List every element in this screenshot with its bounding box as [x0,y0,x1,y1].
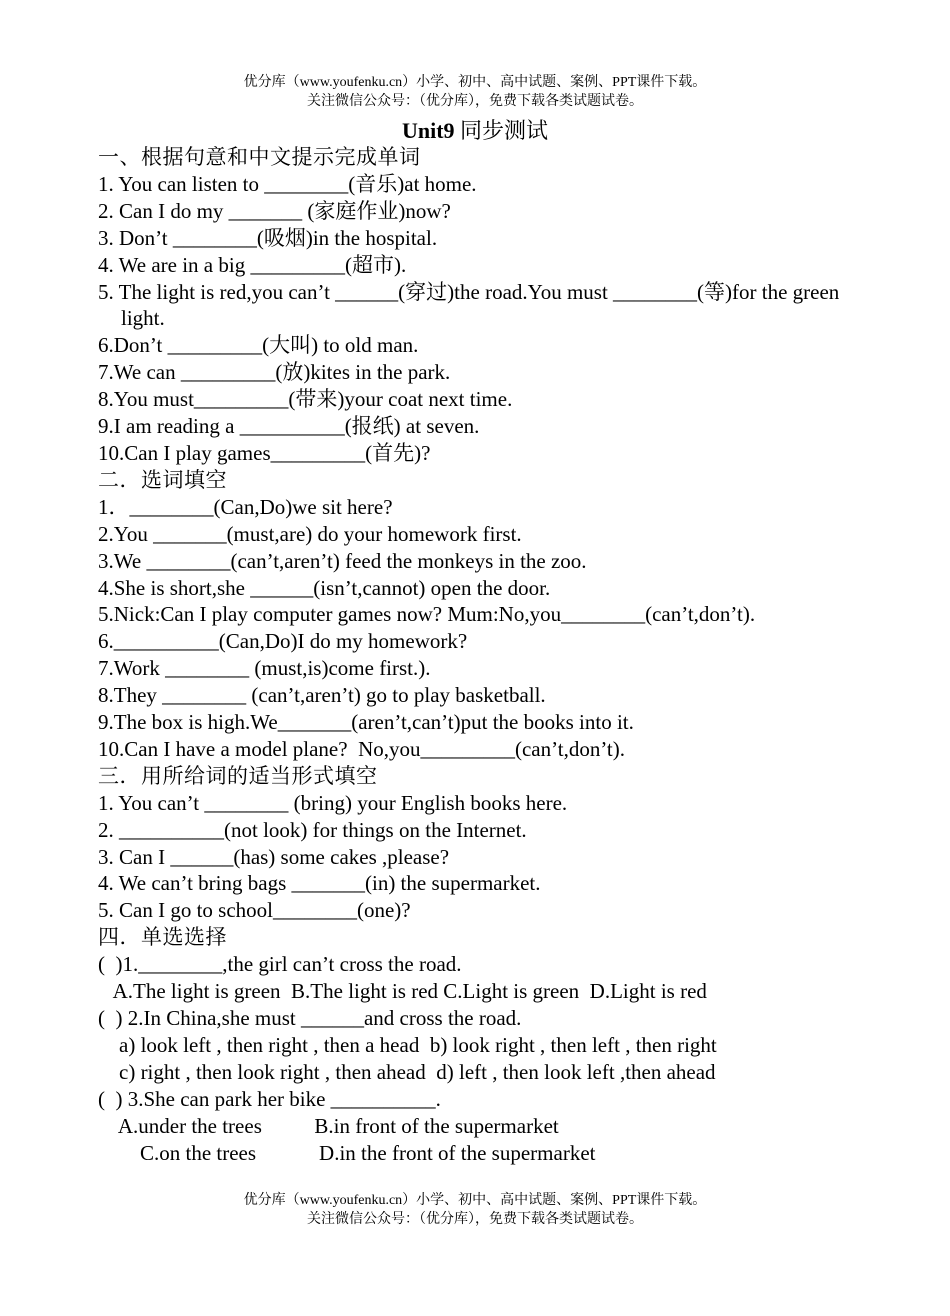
question-line: 3.We ________(can’t,aren’t) feed the monkeys in the zoo. [98,548,587,573]
question-line: ( ) 3.She can park her bike __________. [98,1086,441,1111]
question-line: 6.__________(Can,Do)I do my homework? [98,629,468,654]
section-2-heading: 二．选词填空 [98,467,227,492]
question-line: 8.They ________ (can’t,aren’t) go to play basketball. [98,683,546,708]
footer-line-2: 关注微信公众号：（优分库），免费下载各类试题试卷。 [307,1212,643,1227]
option-line: a) look left , then right , then a head b) look right , then left , then right [98,1032,717,1057]
question-line: 1．________(Can,Do)we sit here? [98,494,393,519]
question-line: 4.She is short,she ______(isn’t,cannot) open the door. [98,575,551,600]
question-line: 1. You can’t ________ (bring) your English books here. [98,790,568,815]
question-line: 8.You must_________(带来)your coat next time. [98,387,513,412]
header-line-2: 关注微信公众号：（优分库），免费下载各类试题试卷。 [307,94,643,109]
option-line: A.under the trees B.in front of the supermarket [98,1113,559,1138]
question-line: 2. __________(not look) for things on the Internet. [98,817,527,842]
question-line: 4. We can’t bring bags _______(in) the supermarket. [98,871,541,896]
option-line: A.The light is green B.The light is red C.Light is green D.Light is red [98,979,707,1004]
question-line: 9.I am reading a __________(报纸) at seven. [98,414,480,439]
question-line: 6.Don’t _________(大叫) to old man. [98,333,419,358]
page-title [0,117,950,144]
question-line: 3. Can I ______(has) some cakes ,please? [98,844,450,869]
question-line: 7.We can _________(放)kites in the park. [98,360,451,385]
question-line: 3. Don’t ________(吸烟)in the hospital. [98,225,438,250]
option-line: c) right , then look right , then ahead d) left , then look left ,then ahead [98,1059,716,1084]
page-footer [0,1191,950,1229]
page-header [0,73,950,111]
question-line: ( )1.________,the girl can’t cross the road. [98,952,462,977]
option-line: C.on the trees D.in the front of the supermarket [98,1140,596,1165]
question-line: 5. The light is red,you can’t ______(穿过)the road.You must ________(等)for the green light. [98,279,840,331]
question-line: 2.You _______(must,are) do your homework first. [98,521,522,546]
worksheet-body [98,144,878,1166]
section-3-heading: 三．用所给词的适当形式填空 [98,763,378,788]
question-line: 4. We are in a big _________(超市). [98,252,407,277]
question-line: 7.Work ________ (must,is)come first.). [98,656,431,681]
section-1-heading: 一、根据句意和中文提示完成单词 [98,145,421,169]
question-line: 10.Can I play games_________(首先)? [98,440,431,465]
question-line: 5.Nick:Can I play computer games now? Mum:No,you________(can’t,don’t). [98,602,756,627]
question-line: 1. You can listen to ________(音乐)at home. [98,171,477,196]
title-unit: Unit9 [401,118,455,143]
footer-line-1: 优分库（www.youfenku.cn）小学、初中、高中试题、案例、PPT课件下载。 [243,1193,707,1208]
question-line: 10.Can I have a model plane? No,you_________(can’t,don’t). [98,736,626,761]
title-rest: 同步测试 [454,118,549,143]
question-line: 2. Can I do my _______ (家庭作业)now? [98,198,451,223]
question-line: ( ) 2.In China,she must ______and cross the road. [98,1006,522,1030]
question-line: 9.The box is high.We_______(aren’t,can’t)put the books into it. [98,710,634,735]
section-4-heading: 四．单选选择 [98,925,227,950]
question-line: 5. Can I go to school________(one)? [98,898,411,923]
header-line-1: 优分库（www.youfenku.cn）小学、初中、高中试题、案例、PPT课件下载。 [243,75,707,90]
